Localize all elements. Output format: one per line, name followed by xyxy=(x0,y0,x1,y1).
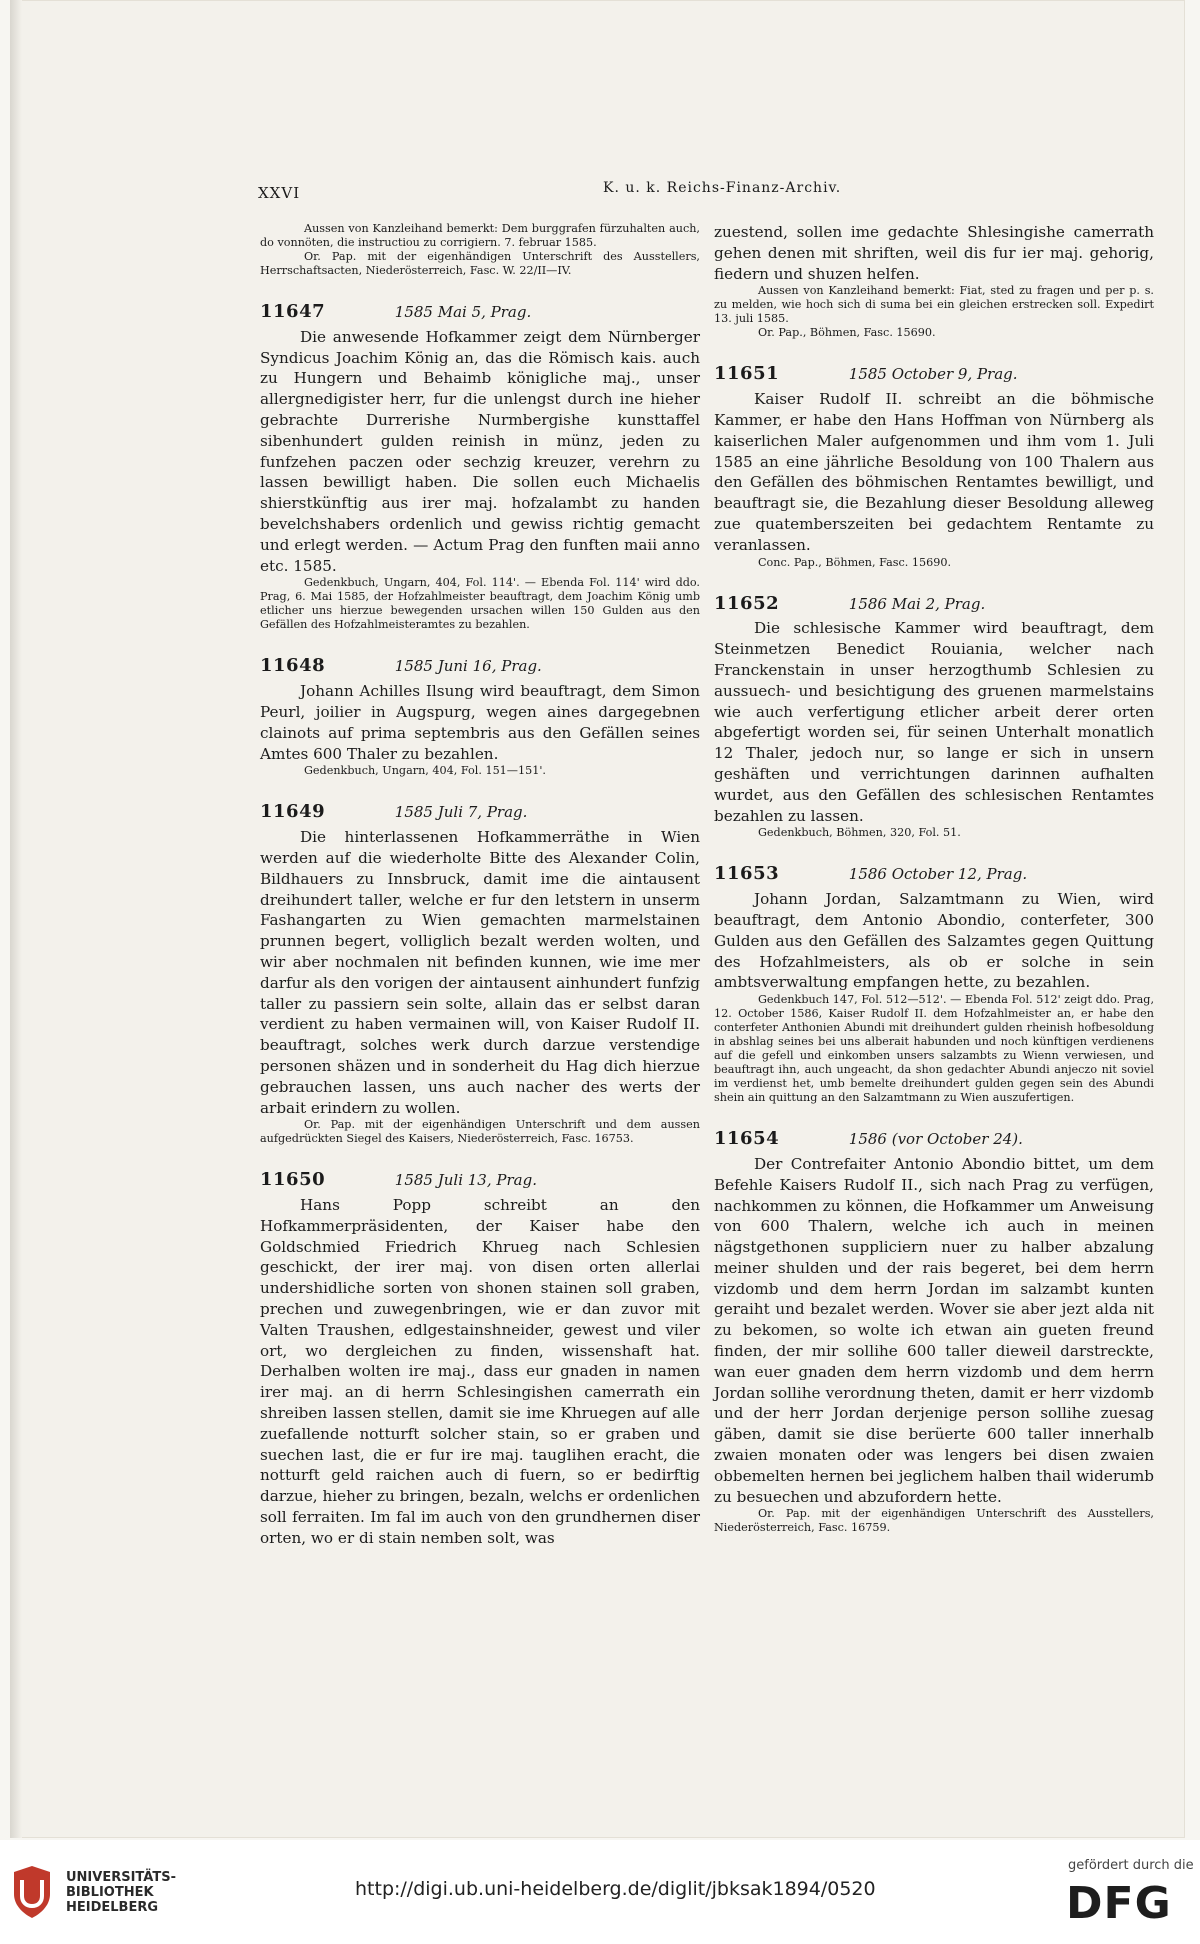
entry-heading xyxy=(260,802,700,823)
page-number: XXVI xyxy=(258,184,301,202)
entry-text: Die anwesende Hofkammer zeigt dem Nürnberger Syndicus Joachim König an, das die Römisch kais. auch zu Hungern und Behaimb königliche maj., unser allergnedigister herr, fur die unlengst durch ine hieher gebrachte Durrerishe Nurmbergishe kunsttaffel sibenhundert gulden reinish in münz, jeden zu funfzehen paczen oder sechzig kreuzer, verehrn zu lassen bewilligt haben. Die sollen euch Michaelis shierstkünftig aus irer maj. hofzalambt zu handen bevelchshabers ordenlich und gewiss richtig gemacht und erlegt werden. — Actum Prag den funften maii anno etc. 1585. xyxy=(260,327,700,575)
entry-text: Johann Achilles Ilsung wird beauftragt, dem Simon Peurl, joilier in Augspurg, wegen aines dargegebnen clainots auf prima septembris aus den Gefällen seines Amtes 600 Thaler zu bezahlen. xyxy=(260,682,700,763)
permalink[interactable]: http://digi.ub.uni-heidelberg.de/diglit/jbksak1894/0520 xyxy=(355,1878,876,1900)
entry-heading xyxy=(714,864,1154,885)
entry-text: Der Contrefaiter Antonio Abondio bittet, um dem Befehle Kaisers Rudolf II., sich nach Prag zu verfügen, nachkommen zu können, die Hofkammer um Anweisung von 600 Thalern, welche ich auch in meinen nägstgethonen suppliciern nuer zu halber abzalung meiner shulden und der rais begeret, bei dem herrn vizdomb und dem herrn Jordan im salzambt kunten geraiht und bezalet werden. Wover sie aber jezt alda nit zu bekomen, so wolte ich etwan ain gueten freund finden, der mir sollihe 600 taller dieweil darstreckte, wan euer gnaden dem herrn vizdomb und dem herrn Jordan sollihe verordnung theten, damit er herr vizdomb und der herr Jordan derjenige person sollihe zuesag gäben, damit sie dise berüerte 600 taller innerhalb zwaien monaten oder was lengers bei disen zwaien obbemelten hernen bei jeglichem halben thail widerumb zu besuechen und abzufordern hette. xyxy=(714,1154,1154,1506)
entry-note: Gedenkbuch, Ungarn, 404, Fol. 114'. — Ebenda Fol. 114' wird ddo. Prag, 6. Mai 1585, der Hofzahlmeister beauftragt, dem Joachim König umb etlicher uns hierzue bewegenden ursachen willen 150 Gulden aus den Gefällen des Hofzahlmeisteramtes zu bezahlen. xyxy=(260,576,700,632)
entry-11654 xyxy=(714,1129,1154,1535)
continued-source-note: Or. Pap., Böhmen, Fasc. 15690. xyxy=(758,326,936,340)
entry-11650 xyxy=(260,1170,700,1548)
entry-heading xyxy=(260,1170,700,1191)
entry-date: 1585 October 9, Prag. xyxy=(848,365,1018,384)
entry-text: Die hinterlassenen Hofkammerräthe in Wien werden auf die wiederholte Bitte des Alexander Colin, Bildhauers zu Innsbruck, damit ime die aintausent dreihundert taller, welche er fur den letstern in unserm Fashangarten zu Wien gemachten marmelstainen prunnen begert, volliglich bezalt werden wolten, und wir aber nochmalen nit befinden kunnen, wie ime mer darfur als den vorigen der aintausent ainhundert funfzig taller zu passiern sein solte, allain das er selbst daran verdient zu haben vermainen will, von Kaiser Rudolf II. beauftragt, solches werk durch darzue verstendige personen shäzen und in sonderheit du Hag dich hierzue gebrauchen lassen, uns auch nacher des werts der arbait erindern zu wollen. xyxy=(260,828,700,1117)
entry-date: 1585 Mai 5, Prag. xyxy=(394,303,532,321)
entry-number: 11651 xyxy=(714,363,780,385)
library-name: UNIVERSITÄTS-BIBLIOTHEK HEIDELBERG xyxy=(66,1870,176,1915)
entry-note: Conc. Pap., Böhmen, Fasc. 15690. xyxy=(758,555,952,569)
entry-number: 11647 xyxy=(260,301,326,322)
entry-number: 11650 xyxy=(260,1169,326,1191)
entry-note: Or. Pap. mit der eigenhändigen Unterschrift des Ausstellers, Niederösterreich, Fasc. 16759. xyxy=(714,1507,1154,1535)
archive-title: K. u. k. Reichs-Finanz-Archiv. xyxy=(603,180,842,196)
entry-text: Kaiser Rudolf II. schreibt an die böhmische Kammer, er habe den Hans Hoffman von Nürnberg als kaiserlichen Maler aufgenommen und ihm vom 1. Juli 1585 an eine jährliche Besoldung von 100 Thalern aus den Gefällen des böhmischen Rentamtes bewilligt, und beauftragt sie, die Bezahlung dieser Besoldung alleweg zue quatemberszeiten bei gedachtem Rentamte zu veranlassen. xyxy=(714,390,1154,554)
entry-date: 1586 October 12, Prag. xyxy=(848,865,1028,884)
entry-11652 xyxy=(714,594,1154,841)
right-column xyxy=(714,222,1154,1535)
entry-date: 1586 (vor October 24). xyxy=(848,1130,1023,1149)
entry-number: 11648 xyxy=(260,655,326,677)
running-head xyxy=(258,180,1158,202)
entry-11648 xyxy=(260,656,700,778)
university-library-logo-icon xyxy=(10,1866,54,1918)
entry-text: Johann Jordan, Salzamtmann zu Wien, wird beauftragt, dem Antonio Abondio, conterfeter, 300 Gulden aus den Gefällen des Salzamtes gegen Quittung des Hofzahlmeisters, als ob er solche in sein ambtsverwaltung empfangen hette, zu bezahlen. xyxy=(714,890,1154,992)
entry-text: Die schlesische Kammer wird beauftragt, dem Steinmetzen Benedict Rouiania, welcher nach Franckenstain in unser herzogthumb Schlesien zu aussuech- und besichtigung des gruenen marmelstains wie auch verfertigung etlicher arbeit derer orten abgefertigt worden sei, für seinen Unterhalt monatlich 12 Thaler, jedoch nur, so lange er sich in unsern geshäften und verrichtungen darinnen aufhalten wurdet, aus den Gefällen des schlesischen Rentamtes bezahlen zu lassen. xyxy=(714,619,1154,825)
entry-number: 11653 xyxy=(714,863,780,885)
entry-heading xyxy=(714,364,1154,385)
continued-note: Aussen von Kanzleihand bemerkt: Fiat, sted zu fragen und per p. s. zu melden, wie hoch sich di suma bei ein gleichen erstrecken soll. Expedirt 13. juli 1585. xyxy=(714,284,1154,326)
entry-text: Hans Popp schreibt an den Hofkammerpräsidenten, der Kaiser habe den Goldschmied Friedrich Khrueg nach Schlesien geschickt, der irer maj. von disen orten allerlai undershidliche sorten von shonen stainen soll graben, prechen und zuwegenbringen, wie er dan zuvor mit Valten Traushen, edlgestainshneider, gewest und viler ort, wo dergleichen zu finden, wissenshaft hat. Derhalben wolten ire maj., dass eur gnaden in namen irer maj. an di herrn Schlesingishen camerrath ein shreiben lassen stellen, damit sie ime Khruegen auf alle zuefallende notturft solcher stain, so er graben und suechen last, die er fur ire maj. tauglihen eracht, die notturft geld raichen auch di fuern, so er bedirftig darzue, hieher zu bringen, bezaln, welchs er ordenlichen soll ferraiten. Im fal im auch von den grundhernen diser orten, wo er di stain nemben solt, was xyxy=(260,1196,700,1547)
entry-date: 1585 Juni 16, Prag. xyxy=(394,657,542,676)
entry-note: Gedenkbuch, Ungarn, 404, Fol. 151—151'. xyxy=(304,764,546,778)
entry-date: 1585 Juli 7, Prag. xyxy=(394,803,528,822)
entry-heading xyxy=(260,656,700,677)
entry-number: 11649 xyxy=(260,801,326,823)
entry-heading xyxy=(714,594,1154,615)
entry-11647 xyxy=(260,302,700,632)
entry-date: 1585 Juli 13, Prag. xyxy=(394,1171,537,1190)
entry-number: 11654 xyxy=(714,1128,780,1150)
entry-note: Or. Pap. mit der eigenhändigen Unterschrift und dem aussen aufgedrückten Siegel des Kaisers, Niederösterreich, Fasc. 16753. xyxy=(260,1118,700,1146)
entry-11651 xyxy=(714,364,1154,569)
funding-note: gefördert durch die xyxy=(1068,1858,1194,1873)
entry-note: Gedenkbuch, Böhmen, 320, Fol. 51. xyxy=(758,826,961,840)
entry-number: 11652 xyxy=(714,592,780,614)
entry-note: Gedenkbuch 147, Fol. 512—512'. — Ebenda Fol. 512' zeigt ddo. Prag, 12. October 1586, Kaiser Rudolf II. dem Hofzahlmeister an, er habe den conterfeter Anthonien Abundi mit dreihundert gulden rheinish hofbesoldung in abshlag seines bei uns alberait habunden und noch künftigen verdienens auf die gefell und einkomben unsers salzambts zu Wienn verwiesen, und beauftragt ihn, auch ungeacht, da shon gedachter Abundi anjeczo nit soviel im verdienst het, umb bemelte dreihundert gulden gegen sein des Abundi shein ain quittung an den Salzamtmann zu Wien auszufertigen. xyxy=(714,993,1154,1105)
opening-source-note: Or. Pap. mit der eigenhändigen Unterschrift des Ausstellers, Herrschaftsacten, Niederösterreich, Fasc. W. 22/II—IV. xyxy=(260,250,700,277)
continued-text: zuestend, sollen ime gedachte Shlesingishe camerrath gehen denen mit shriften, weil dis fur ier maj. gehorig, fiedern und shuzen helfen. xyxy=(714,223,1154,283)
opening-note: Aussen von Kanzleihand bemerkt: Dem burggrafen fürzuhalten auch, do vonnöten, die instructiou zu corrigiern. 7. februar 1585. xyxy=(260,222,700,249)
entry-11649 xyxy=(260,802,700,1146)
viewer-footer xyxy=(0,1840,1200,1944)
entry-date: 1586 Mai 2, Prag. xyxy=(848,594,986,613)
page-gutter-shadow xyxy=(10,0,22,1838)
dfg-logo: DFG xyxy=(1066,1878,1172,1929)
entry-heading xyxy=(714,1129,1154,1150)
entry-11653 xyxy=(714,864,1154,1105)
entry-heading xyxy=(260,302,700,323)
left-column xyxy=(260,222,700,1549)
